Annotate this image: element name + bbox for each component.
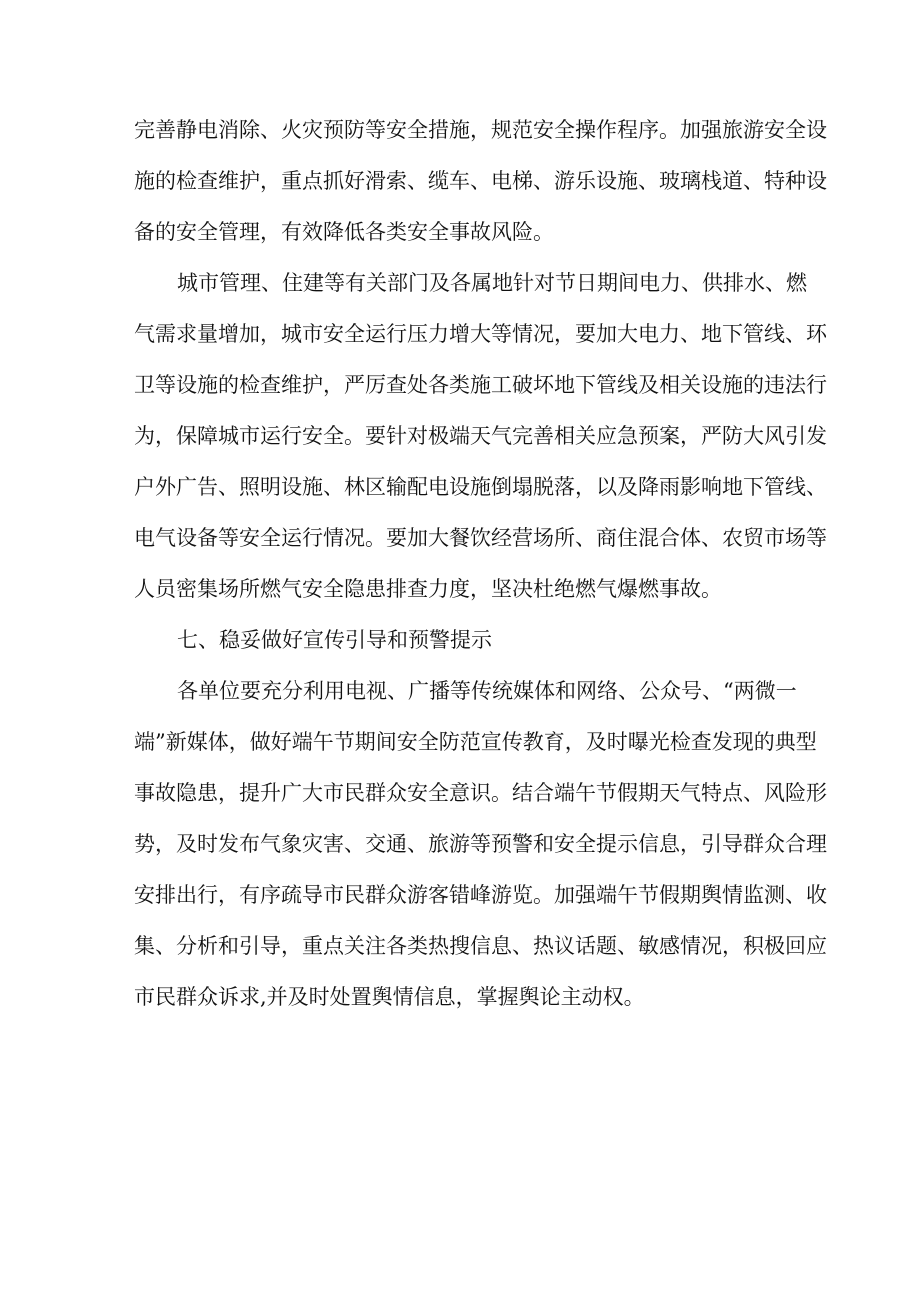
paragraph-2-line-7: 人员密集场所燃气安全隐患排查力度，坚决杜绝燃气爆燃事故。 (134, 577, 722, 601)
paragraph-2-line-4: 为，保障城市运行安全。要针对极端天气完善相关应急预案，严防大风引发 (134, 424, 827, 448)
paragraph-2-line-6: 电气设备等安全运行情况。要加大餐饮经营场所、商住混合体、农贸市场等 (134, 526, 827, 550)
section-heading: 七、稳妥做好宣传引导和预警提示 (177, 628, 492, 652)
paragraph-3-line-3: 事故隐患，提升广大市民群众安全意识。结合端午节假期天气特点、风险形 (134, 781, 827, 805)
paragraph-1-line-2: 施的检查维护，重点抓好滑索、缆车、电梯、游乐设施、玻璃栈道、特种设 (134, 169, 827, 193)
paragraph-3-line-5: 安排出行，有序疏导市民群众游客错峰游览。加强端午节假期舆情监测、收 (134, 883, 827, 907)
paragraph-3-line-1: 各单位要充分利用电视、广播等传统媒体和网络、公众号、“两微一 (177, 679, 797, 703)
paragraph-3-line-4: 势，及时发布气象灾害、交通、旅游等预警和安全提示信息，引导群众合理 (134, 832, 827, 856)
paragraph-2-line-5: 户外广告、照明设施、林区输配电设施倒塌脱落，以及降雨影响地下管线、 (134, 475, 827, 499)
paragraph-3-line-2: 端”新媒体，做好端午节期间安全防范宣传教育，及时曝光检查发现的典型 (134, 730, 817, 754)
paragraph-2-line-3: 卫等设施的检查维护，严厉查处各类施工破坏地下管线及相关设施的违法行 (134, 373, 827, 397)
paragraph-2-line-2: 气需求量增加，城市安全运行压力增大等情况，要加大电力、地下管线、环 (134, 322, 827, 346)
paragraph-3-line-7: 市民群众诉求,并及时处置舆情信息，掌握舆论主动权。 (134, 985, 645, 1009)
paragraph-3-line-6: 集、分析和引导，重点关注各类热搜信息、热议话题、敏感情况，积极回应 (134, 934, 827, 958)
paragraph-1-line-1: 完善静电消除、火灾预防等安全措施，规范安全操作程序。加强旅游安全设 (134, 118, 827, 142)
paragraph-2-line-1: 城市管理、住建等有关部门及各属地针对节日期间电力、供排水、燃 (177, 271, 807, 295)
paragraph-1-line-3: 备的安全管理，有效降低各类安全事故风险。 (134, 220, 554, 244)
